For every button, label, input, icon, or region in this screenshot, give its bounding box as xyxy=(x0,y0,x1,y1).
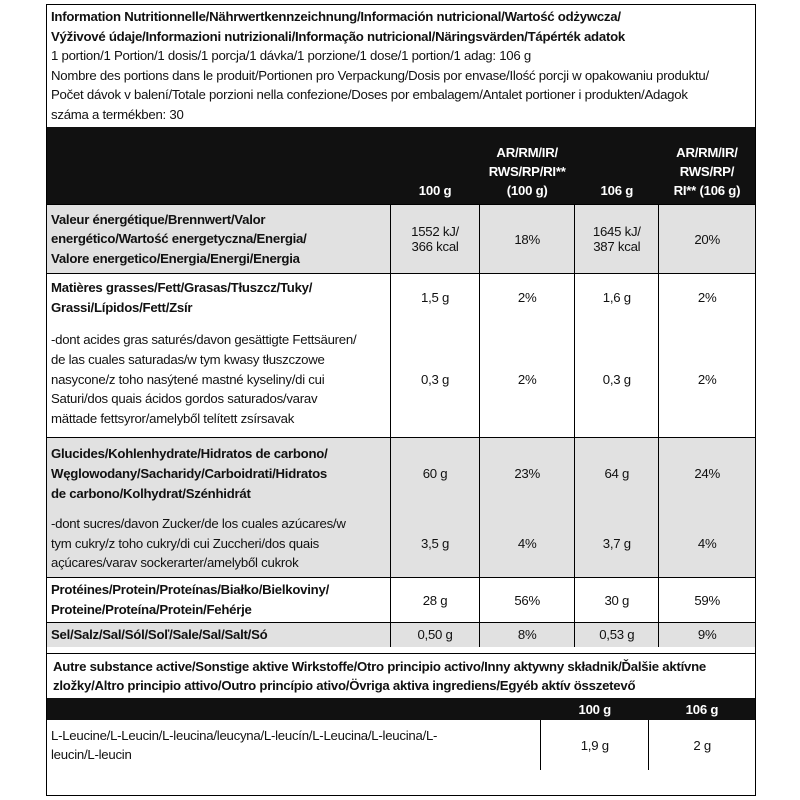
value-sugars-106g: 3,7 g xyxy=(575,510,659,578)
nutrition-table xyxy=(47,127,755,647)
label-fat: Matières grasses/Fett/Grasas/Tłuszcz/Tuky/ Grassi/Lípidos/Fett/Zsír xyxy=(47,274,390,322)
label-energy: Valeur énergétique/Brennwert/Valor energético/Wartość energetyczna/Energia/ Valore energetico/Energia/Energi/Energia xyxy=(47,205,390,274)
title-line-1: Information Nutritionnelle/Nährwertkennzeichnung/Información nutricional/Wartość odżywcza/ xyxy=(51,9,621,24)
value-energy-100g: 1552 kJ/ 366 kcal xyxy=(390,205,479,274)
value-protein-ri-106g: 59% xyxy=(659,578,755,623)
active-substance-title: Autre substance active/Sonstige aktive Wirkstoffe/Otro principio activo/Inny aktywny składnik/Ďalšie aktívne zložky/Altro principio attivo/Outro princípio ativo/Övriga aktiva ingrediens/Egyéb aktív összetevő xyxy=(53,658,706,693)
column-header-empty xyxy=(47,127,390,205)
value-saturates-106g: 0,3 g xyxy=(575,322,659,438)
column-header-ri-106g: AR/RM/IR/ RWS/RP/ RI** (106 g) xyxy=(659,127,755,205)
title-line-2: Výživové údaje/Informazioni nutrizionali/Informação nutricional/Näringsvärden/Tápérték adatok xyxy=(51,28,625,44)
servings-line-1: Nombre des portions dans le produit/Portionen pro Verpackung/Dosis por envase/Ilość porcji w opakowaniu produktu/ xyxy=(51,67,709,83)
value-salt-106g: 0,53 g xyxy=(575,623,659,647)
active-header-empty xyxy=(47,698,541,720)
value-leucine-106g: 2 g xyxy=(649,720,755,770)
column-header-ri-100g: AR/RM/IR/ RWS/RP/RI** (100 g) xyxy=(480,127,575,205)
value-energy-106g: 1645 kJ/ 387 kcal xyxy=(575,205,659,274)
value-carbs-106g: 64 g xyxy=(575,438,659,510)
value-sugars-ri-106g: 4% xyxy=(659,510,755,578)
label-protein: Protéines/Protein/Proteínas/Białko/Bielkoviny/ Proteine/Proteína/Protein/Fehérje xyxy=(47,578,390,623)
value-sugars-100g: 3,5 g xyxy=(390,510,479,578)
label-salt: Sel/Salz/Sal/Sól/Soľ/Sale/Sal/Salt/Só xyxy=(47,623,390,647)
row-protein xyxy=(47,578,755,623)
label-sugars: -dont sucres/davon Zucker/de los cuales azúcares/w tym cukry/z toho cukry/di cui Zuccheri/dos quais açúcares/varav sockerarter/amelyből cukrok xyxy=(47,510,390,578)
servings-line-2: Počet dávok v balení/Totale porzioni nella confezione/Doses por embalagem/Antalet portioner i produkten/Adagok xyxy=(51,87,688,103)
value-protein-100g: 28 g xyxy=(390,578,479,623)
value-carbs-ri-100g: 23% xyxy=(480,438,575,510)
value-salt-ri-100g: 8% xyxy=(480,623,575,647)
row-energy xyxy=(47,205,755,274)
portion-size: 1 portion/1 Portion/1 dosis/1 porcja/1 dávka/1 porzione/1 dose/1 portion/1 adag: 106 g xyxy=(51,48,531,64)
value-energy-ri-106g: 20% xyxy=(659,205,755,274)
column-header-row xyxy=(47,127,755,205)
row-leucine xyxy=(47,720,755,770)
value-carbs-ri-106g: 24% xyxy=(659,438,755,510)
active-header-row xyxy=(47,698,755,720)
value-salt-ri-106g: 9% xyxy=(659,623,755,647)
active-header-100g: 100 g xyxy=(541,698,649,720)
column-header-106g: 106 g xyxy=(575,127,659,205)
active-substance-section xyxy=(47,653,755,771)
row-carbohydrates xyxy=(47,438,755,510)
value-sugars-ri-100g: 4% xyxy=(480,510,575,578)
row-fat xyxy=(47,274,755,322)
value-saturates-100g: 0,3 g xyxy=(390,322,479,438)
row-salt xyxy=(47,623,755,647)
value-saturates-ri-106g: 2% xyxy=(659,322,755,438)
label-header xyxy=(47,5,755,125)
value-fat-ri-100g: 2% xyxy=(480,274,575,322)
value-fat-106g: 1,6 g xyxy=(575,274,659,322)
value-carbs-100g: 60 g xyxy=(390,438,479,510)
value-fat-100g: 1,5 g xyxy=(390,274,479,322)
nutrition-label xyxy=(46,4,756,796)
servings-line-3: száma a termékben: 30 xyxy=(51,106,184,122)
value-energy-ri-100g: 18% xyxy=(480,205,575,274)
row-saturates xyxy=(47,322,755,438)
value-protein-106g: 30 g xyxy=(575,578,659,623)
value-salt-100g: 0,50 g xyxy=(390,623,479,647)
active-substance-table xyxy=(47,698,755,770)
row-sugars xyxy=(47,510,755,578)
value-protein-ri-100g: 56% xyxy=(480,578,575,623)
label-carbohydrates: Glucides/Kohlenhydrate/Hidratos de carbono/ Węglowodany/Sacharidy/Carboidrati/Hidratos de carbono/Kolhydrat/Szénhidrát xyxy=(47,438,390,510)
value-fat-ri-106g: 2% xyxy=(659,274,755,322)
label-saturates: -dont acides gras saturés/davon gesättigte Fettsäuren/ de las cuales saturadas/w tym kwasy tłuszczowe nasycone/z toho nasýtené mastné kyseliny/di cui Saturi/dos quais ácidos gordos saturados/varav mättade fettsyror/amelyből telített zsírsavak xyxy=(51,332,357,426)
value-leucine-100g: 1,9 g xyxy=(541,720,649,770)
value-saturates-ri-100g: 2% xyxy=(480,322,575,438)
column-header-100g: 100 g xyxy=(390,127,479,205)
active-header-106g: 106 g xyxy=(649,698,755,720)
label-leucine: L-Leucine/L-Leucin/L-leucina/leucyna/L-leucín/L-Leucina/L-leucina/L- leucin/L-leucin xyxy=(51,727,438,763)
